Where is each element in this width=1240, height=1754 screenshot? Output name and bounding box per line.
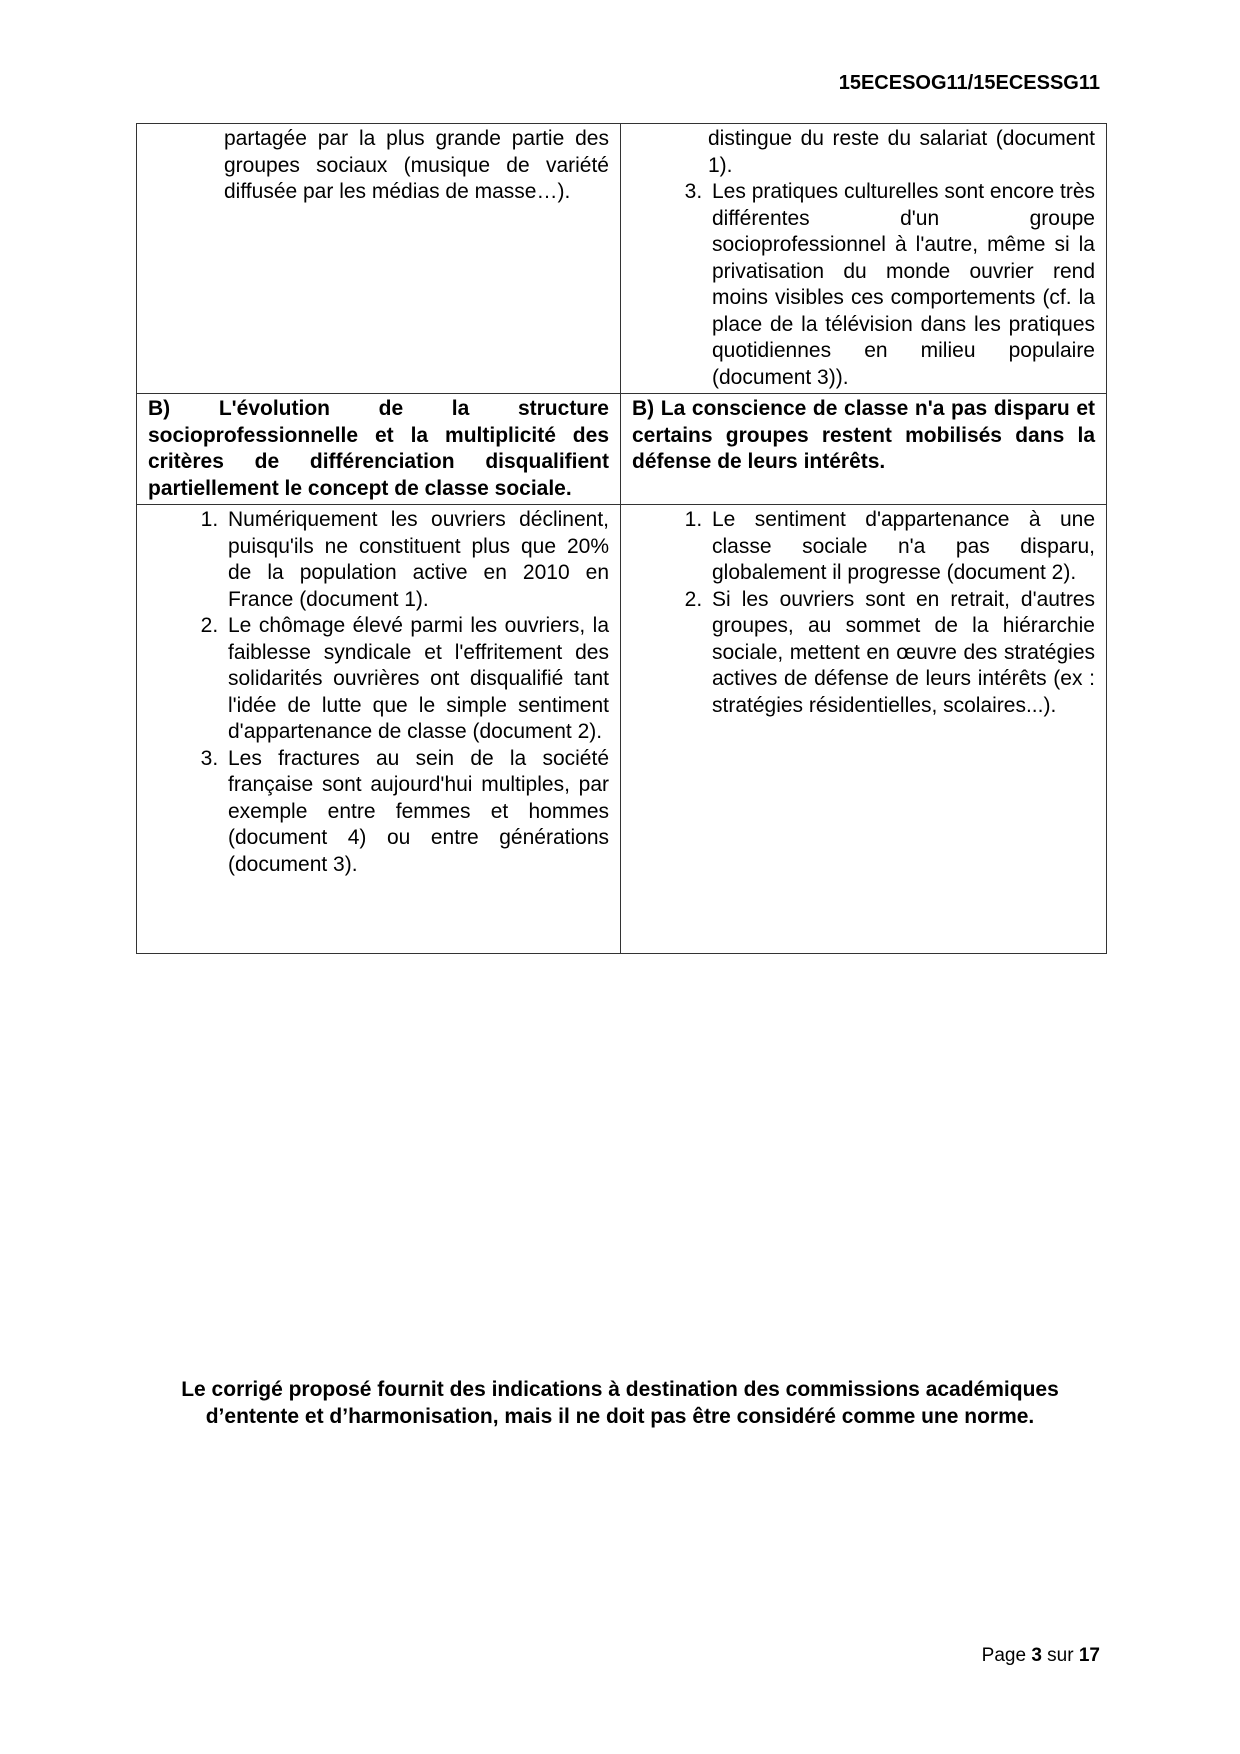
- numbered-list: [148, 507, 609, 878]
- page-current: 3: [1031, 1645, 1042, 1666]
- page-total: 17: [1078, 1645, 1100, 1666]
- list-item: 2. Si les ouvriers sont en retrait, d'autres groupes, au sommet de la hiérarchie sociale, mettent en œuvre des stratégies actives de défense de leurs intérêts (ex : stratégies résidentielles, scolaires...).: [708, 587, 1095, 720]
- list-item: 1. Numériquement les ouvriers déclinent, puisqu'ils ne constituent plus que 20% de la population active en 2010 en France (document 1).: [224, 507, 609, 613]
- list-item: 2. Le chômage élevé parmi les ouvriers, la faiblesse syndicale et l'effritement des solidarités ouvrières ont disqualifié tant l'idée de lutte que le simple sentiment d'appartenance de classe (document 2).: [224, 613, 609, 746]
- table-row: [137, 394, 1107, 505]
- of-label: sur: [1047, 1645, 1074, 1666]
- table-cell: [137, 124, 621, 394]
- table-row: [137, 124, 1107, 394]
- page-footer: [982, 1645, 1100, 1667]
- table-cell: [621, 124, 1107, 394]
- table-row: [137, 505, 1107, 954]
- list-item: 3. Les pratiques culturelles sont encore très différentes d'un groupe socioprofessionnel à l'autre, même si la privatisation du monde ouvrier rend moins visibles ces comportements (cf. la place de la télévision dans les pratiques quotidiennes en milieu populaire (document 3)).: [708, 179, 1095, 391]
- section-heading-right: B) La conscience de classe n'a pas disparu et certains groupes restent mobilisés dans la défense de leurs intérêts.: [621, 394, 1107, 505]
- section-heading-left: B) L'évolution de la structure socioprofessionnelle et la multiplicité des critères de différenciation disqualifient partiellement le concept de classe sociale.: [137, 394, 621, 505]
- page-label: Page: [981, 1645, 1027, 1666]
- list-item: 3. Les fractures au sein de la société française sont aujourd'hui multiples, par exemple entre femmes et hommes (document 4) ou entre générations (document 3).: [224, 746, 609, 879]
- continued-text-left: partagée par la plus grande partie des groupes sociaux (musique de variété diffusée par les médias de masse…).: [224, 127, 609, 203]
- numbered-list: [632, 179, 1095, 391]
- list-item: 1. Le sentiment d'appartenance à une classe sociale n'a pas disparu, globalement il progresse (document 2).: [708, 507, 1095, 587]
- table-cell: [137, 505, 621, 954]
- answer-table: [136, 123, 1107, 954]
- numbered-list: [632, 507, 1095, 719]
- document-code: 15ECESOG11/15ECESSG11: [838, 72, 1100, 94]
- table-cell: [621, 505, 1107, 954]
- disclaimer-note: Le corrigé proposé fournit des indications à destination des commissions académiques d’entente et d’harmonisation, mais il ne doit pas être considéré comme une norme.: [181, 1378, 1059, 1428]
- continued-text-right: distingue du reste du salariat (document 1).: [708, 127, 1095, 177]
